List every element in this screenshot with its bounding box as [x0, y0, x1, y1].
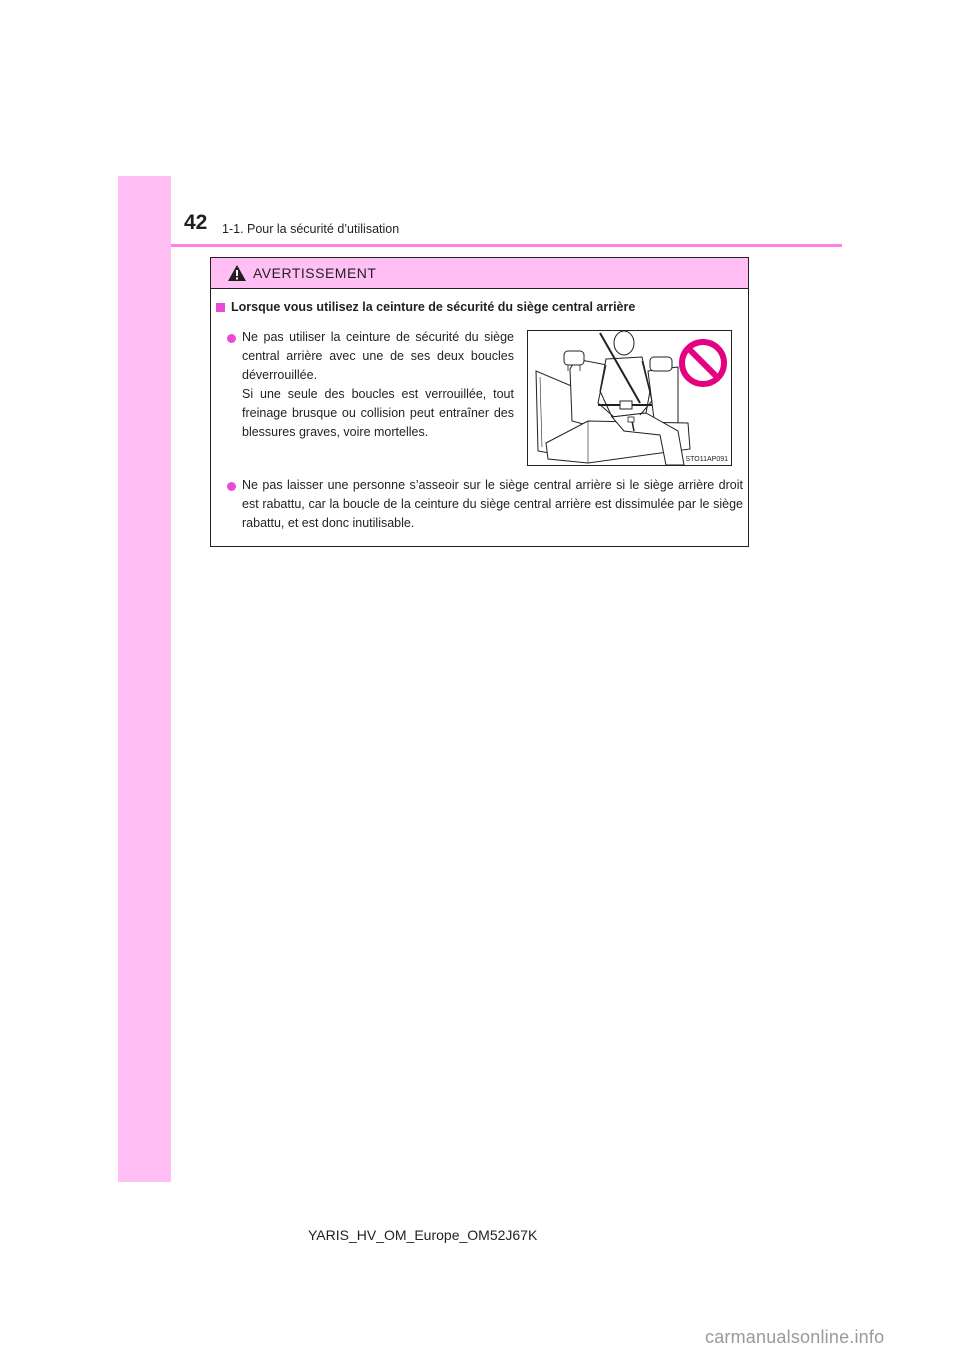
warning-box	[210, 257, 749, 547]
page-number: 42	[184, 211, 208, 234]
footer-document-code: YARIS_HV_OM_Europe_OM52J67K	[308, 1227, 538, 1243]
square-bullet-icon	[216, 303, 225, 312]
bullet1-paragraph-2: Si une seule des boucles est verrouillée, tout freinage brusque ou collision peut entraîner des blessures graves, voire mortelles.	[242, 387, 514, 439]
seat-belt-illustration	[527, 330, 732, 466]
warning-triangle-icon	[227, 264, 247, 282]
bullet-dot-icon	[227, 334, 236, 343]
warning-subheading-text: Lorsque vous utilisez la ceinture de sécurité du siège central arrière	[231, 300, 636, 314]
header-rule	[171, 244, 842, 247]
prohibition-icon	[677, 337, 729, 389]
warning-header	[211, 258, 748, 289]
side-band	[118, 176, 171, 1182]
warning-title: AVERTISSEMENT	[253, 265, 377, 281]
bullet1-paragraph: Ne pas utiliser la ceinture de sécurité du siège central arrière avec une de ses deux boucles déverrouillée.	[242, 330, 514, 382]
illustration-code: STO11AP091	[685, 456, 728, 463]
section-title: 1-1. Pour la sécurité d’utilisation	[222, 222, 400, 236]
bullet-dot-icon	[227, 482, 236, 491]
warning-subheading	[213, 300, 743, 314]
bullet2-paragraph: Ne pas laisser une personne s’asseoir sur le siège central arrière si le siège arrière droit est rabattu, car la boucle de la ceinture du siège central arrière est dissimulée par le siège rabattu, et est donc inutilisable.	[242, 478, 743, 530]
watermark-text: carmanualsonline.info	[705, 1327, 885, 1347]
